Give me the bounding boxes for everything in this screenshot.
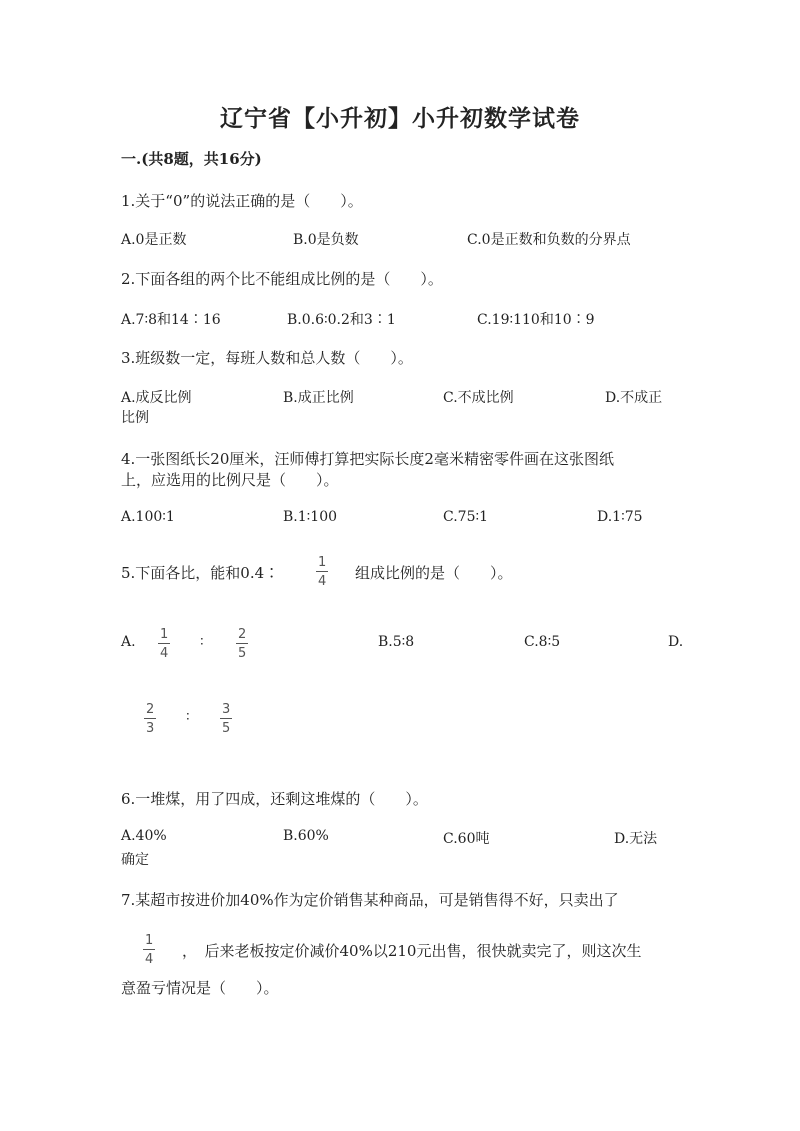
fraction-denominator: 4 <box>145 952 154 967</box>
question-7-line1: 7.某超市按进价加40%作为定价销售某种商品，可是销售得不好，只卖出了 <box>121 891 619 909</box>
q2-option-c[interactable]: C.19∶110和10∶9 <box>477 312 595 328</box>
fraction-numerator: 1 <box>160 627 169 642</box>
q5-option-a-colon: ∶ <box>200 634 204 650</box>
q5-option-d-fraction-1 <box>144 703 156 735</box>
fraction-numerator: 3 <box>222 702 231 717</box>
question-5-prefix: 5.下面各比，能和0.4∶ <box>121 564 280 582</box>
q1-option-c[interactable]: C.0是正数和负数的分界点 <box>467 232 631 248</box>
q4-option-d[interactable]: D.1∶75 <box>597 509 643 525</box>
q6-option-a[interactable]: A.40% <box>121 828 167 844</box>
question-4-line1: 4.一张图纸长20厘米，汪师傅打算把实际长度2毫米精密零件画在这张图纸 <box>121 450 614 468</box>
q6-option-b[interactable]: B.60% <box>283 828 329 844</box>
q4-option-b[interactable]: B.1∶100 <box>283 509 338 525</box>
q5-option-a-label[interactable]: A. <box>121 634 136 650</box>
question-4-line2: 上，应选用的比例尺是（ ）。 <box>121 471 339 489</box>
q5-option-d-fraction-2 <box>220 703 232 735</box>
fraction-denominator: 5 <box>238 646 247 661</box>
section-heading: 一.(共8题，共16分) <box>121 150 262 168</box>
q5-option-a-fraction-2 <box>236 628 248 660</box>
q4-option-c[interactable]: C.75∶1 <box>443 509 489 525</box>
question-7-line3: 意盈亏情况是（ ）。 <box>121 979 279 997</box>
q1-option-a[interactable]: A.0是正数 <box>121 232 187 248</box>
q5-option-d-colon: ∶ <box>186 709 190 725</box>
fraction-denominator: 4 <box>160 646 169 661</box>
q4-option-a[interactable]: A.100∶1 <box>121 509 175 525</box>
fraction-numerator: 1 <box>145 933 154 948</box>
fraction-denominator: 4 <box>318 574 327 589</box>
q5-option-d-label[interactable]: D. <box>668 634 684 650</box>
q2-option-b[interactable]: B.0.6∶0.2和3∶1 <box>287 312 396 328</box>
q6-option-d-wrap: 确定 <box>121 852 149 868</box>
q5-fraction <box>316 556 328 588</box>
q7-fraction <box>143 934 155 966</box>
fraction-denominator: 3 <box>146 721 155 736</box>
q2-option-a[interactable]: A.7∶8和14∶16 <box>121 312 221 328</box>
q3-option-b[interactable]: B.成正比例 <box>283 390 354 406</box>
q1-option-b[interactable]: B.0是负数 <box>293 232 359 248</box>
fraction-numerator: 2 <box>146 702 155 717</box>
q3-option-d-wrap: 比例 <box>121 410 149 426</box>
question-2: 2.下面各组的两个比不能组成比例的是（ ）。 <box>121 270 443 288</box>
question-7-line2: ， 后来老板按定价减价40%以210元出售，很快就卖完了，则这次生 <box>182 942 642 960</box>
q5-option-c[interactable]: C.8∶5 <box>524 634 561 650</box>
question-1: 1.关于“0”的说法正确的是（ ）。 <box>121 192 363 210</box>
fraction-numerator: 1 <box>318 555 327 570</box>
q6-option-c[interactable]: C.60吨 <box>443 831 490 847</box>
fraction-numerator: 2 <box>238 627 247 642</box>
q6-option-d[interactable]: D.无法 <box>614 831 658 847</box>
page-title: 辽宁省【小升初】小升初数学试卷 <box>220 105 580 132</box>
question-5-suffix: 组成比例的是（ ）。 <box>355 564 513 582</box>
question-6: 6.一堆煤，用了四成，还剩这堆煤的（ ）。 <box>121 790 428 808</box>
q5-option-b[interactable]: B.5∶8 <box>378 634 415 650</box>
q3-option-d[interactable]: D.不成正 <box>605 390 663 406</box>
fraction-denominator: 5 <box>222 721 231 736</box>
question-3: 3.班级数一定，每班人数和总人数（ ）。 <box>121 349 413 367</box>
q5-option-a-fraction-1 <box>158 628 170 660</box>
q3-option-c[interactable]: C.不成比例 <box>443 390 514 406</box>
q3-option-a[interactable]: A.成反比例 <box>121 390 192 406</box>
